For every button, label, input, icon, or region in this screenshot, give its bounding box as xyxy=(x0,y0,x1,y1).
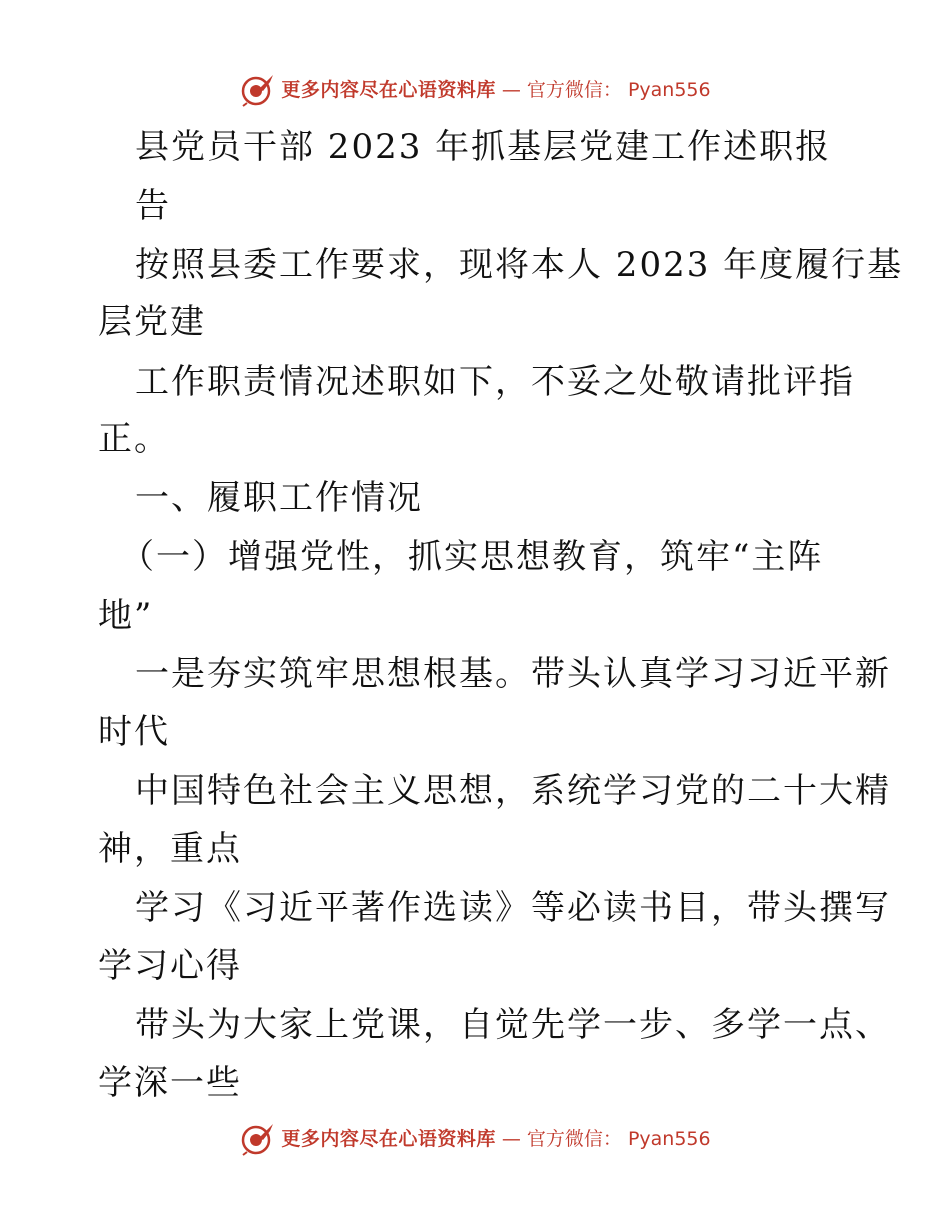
body-line: 学习《习近平著作选读》等必读书目，带头撰写 xyxy=(135,888,891,928)
subsection-heading: （一）增强党性，抓实思想教育，筑牢“主阵 xyxy=(120,537,824,577)
banner-separator: — xyxy=(501,78,521,101)
body-line: 神，重点 xyxy=(98,829,242,869)
body-line: 工作职责情况述职如下，不妥之处敬请批评指 xyxy=(135,362,855,402)
section-heading: 一、履职工作情况 xyxy=(135,478,423,518)
promo-text: 更多内容尽在心语资料库 xyxy=(281,1127,496,1150)
document-title-line1: 县党员干部 2023 年抓基层党建工作述职报 xyxy=(135,127,832,167)
quill-logo-icon xyxy=(239,1122,275,1156)
body-line: 正。 xyxy=(98,419,170,459)
wechat-id: Pyan556 xyxy=(627,78,711,101)
body-line: 带头为大家上党课，自觉先学一步、多学一点、 xyxy=(135,1005,891,1045)
body-line: 层党建 xyxy=(98,302,206,342)
wechat-label: 官方微信： xyxy=(526,1127,622,1150)
body-line: 地” xyxy=(98,596,154,636)
body-line: 按照县委工作要求，现将本人 2023 年度履行基 xyxy=(135,245,904,285)
wechat-label: 官方微信： xyxy=(526,78,622,101)
banner-separator: — xyxy=(501,1127,521,1150)
body-line: 学习心得 xyxy=(98,946,242,986)
promo-text: 更多内容尽在心语资料库 xyxy=(281,78,496,101)
body-line: 时代 xyxy=(98,712,170,752)
wechat-id: Pyan556 xyxy=(627,1127,711,1150)
body-line: 中国特色社会主义思想，系统学习党的二十大精 xyxy=(135,771,891,811)
body-line: 一是夯实筑牢思想根基。带头认真学习习近平新 xyxy=(135,654,891,694)
body-line: 学深一些 xyxy=(98,1063,242,1103)
document-title-line2: 告 xyxy=(135,186,171,226)
footer-watermark-banner xyxy=(0,1117,950,1161)
